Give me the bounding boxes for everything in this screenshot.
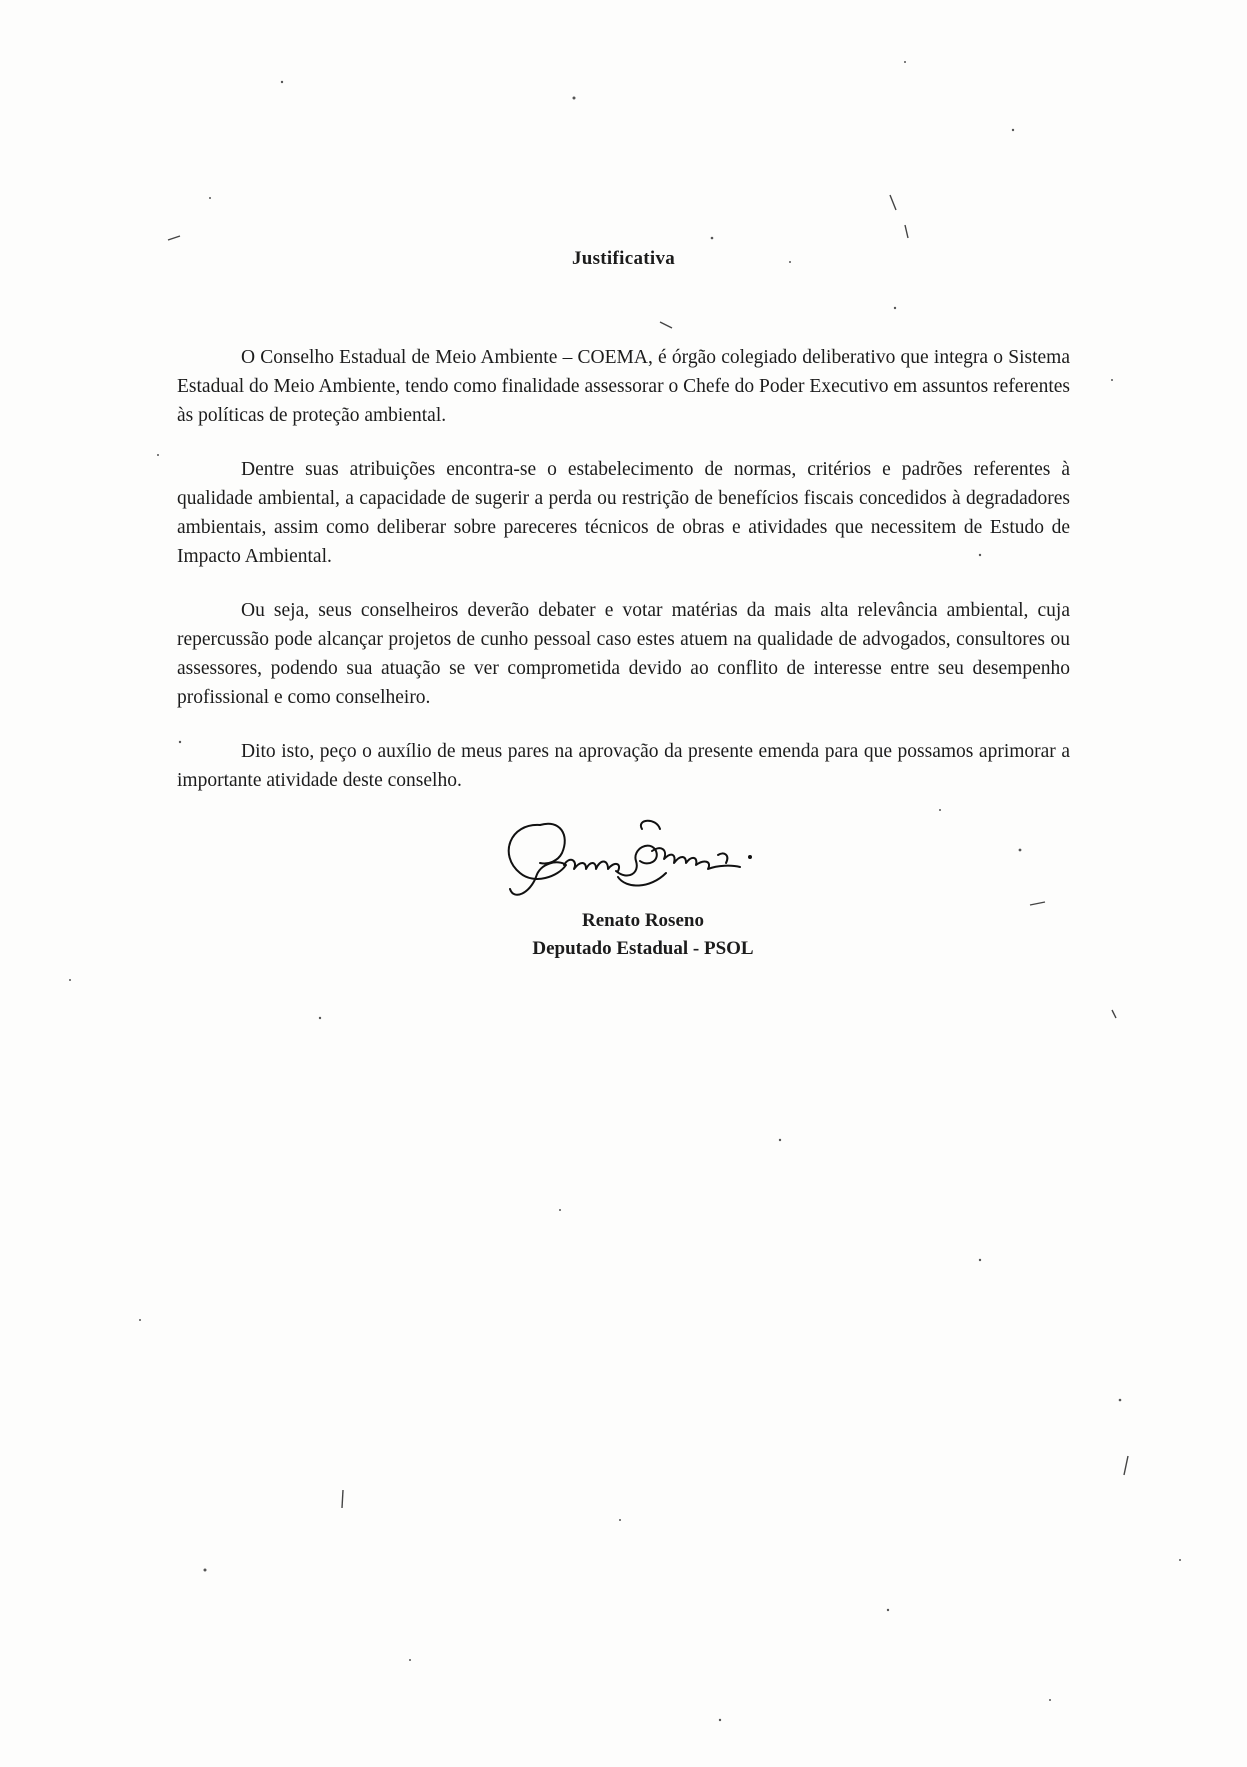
signer-role: Deputado Estadual - PSOL xyxy=(532,938,754,959)
paragraph-3: Ou seja, seus conselheiros deverão debater e votar matérias da mais alta relevância ambiental, cuja repercussão pode alcançar projetos de cunho pessoal caso estes atuem na qualidade de advogados, consultores ou assessores, podendo sua atuação se ver comprometida devido ao conflito de interesse entre seu desempenho profissional e como conselheiro. xyxy=(177,600,1070,708)
handwritten-signature xyxy=(500,815,760,915)
signer-name: Renato Roseno xyxy=(582,910,704,931)
paragraph-2: Dentre suas atribuições encontra-se o estabelecimento de normas, critérios e padrões referentes à qualidade ambiental, a capacidade de sugerir a perda ou restrição de benefícios fiscais concedidos à degradadores ambientais, assim como deliberar sobre pareceres técnicos de obras e atividades que necessitem de Estudo de Impacto Ambiental. xyxy=(177,459,1070,567)
signature-block xyxy=(443,907,843,963)
justification-body xyxy=(177,343,1070,820)
page-title: Justificativa xyxy=(571,248,676,269)
paragraph-1: O Conselho Estadual de Meio Ambiente – COEMA, é órgão colegiado deliberativo que integra o Sistema Estadual do Meio Ambiente, tendo como finalidade assessorar o Chefe do Poder Executivo em assuntos referentes às políticas de proteção ambiental. xyxy=(177,347,1070,426)
paragraph-4: Dito isto, peço o auxílio de meus pares na aprovação da presente emenda para que possamos aprimorar a importante atividade deste conselho. xyxy=(177,741,1070,791)
